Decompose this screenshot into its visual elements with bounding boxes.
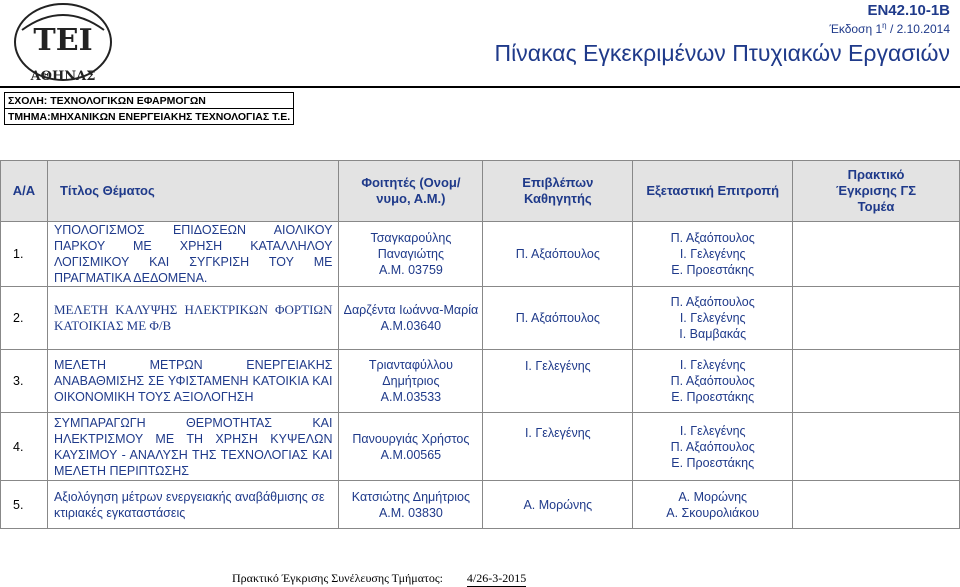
row-number: 1. [1,222,48,287]
document-code: EN42.10-1B [867,2,950,19]
school-label: ΣΧΟΛΗ: ΤΕΧΝΟΛΟΓΙΚΩΝ ΕΦΑΡΜΟΓΩΝ [5,93,294,109]
student-cell [339,481,483,529]
student-name: Τσαγκαρούλης [370,231,452,245]
committee-member: Ε. Προεστάκης [671,390,755,404]
logo-text-athens: ΑΘΗΝΑΣ [30,69,96,84]
col-header-students: Φοιτητές (Ονομ/νυμο, Α.Μ.) [339,161,483,222]
student-name: Τριανταφύλλου [368,358,453,372]
edition-date: / 2.10.2014 [886,22,950,36]
committee-member: Ι. Γελεγένης [679,311,746,325]
edition-sup: η [882,21,887,30]
student-id: Α.Μ. 03759 [378,263,443,277]
col-header-aa: Α/Α [1,161,48,222]
committee-cell [633,481,793,529]
approval-cell [793,350,960,413]
student-name: Δαρζέντα Ιωάννα-Μαρία [343,303,479,317]
thesis-title: ΜΕΛΕΤΗ ΜΕΤΡΩΝ ΕΝΕΡΓΕΙΑΚΗΣ ΑΝΑΒΑΘΜΙΣΗΣ ΣΕ ΥΦΙΣΤΑΜΕΝΗ ΚΑΤΟΙΚΙΑ ΚΑΙ ΟΙΚΟΝΟΜΙΚΗ ΤΟΥΣ ΑΞΙΟΛΟΓΗΣΗ [47,350,339,413]
table-row [1,287,960,350]
supervisor: Ι. Γελεγένης [483,350,633,413]
committee-member: Ι. Βαμβακάς [679,327,747,341]
student-id: Α.Μ. 03830 [378,505,443,520]
thesis-title: ΣΥΜΠΑΡΑΓΩΓΗ ΘΕΡΜΟΤΗΤΑΣ ΚΑΙ ΗΛΕΚΤΡΙΣΜΟΥ ΜΕ ΤΗ ΧΡΗΣΗ ΚΥΨΕΛΩΝ ΚΑΥΣΙΜΟΥ - ΑΝΑΛΥΣΗ ΤΗΣ ΤΕΧΝΟΛΟΓΙΑΣ ΚΑΙ ΜΕΛΕΤΗ ΠΕΡΙΠΤΩΣΗΣ [47,413,339,481]
student-cell [339,413,483,481]
department-label: ΤΜΗΜΑ:ΜΗΧΑΝΙΚΩΝ ΕΝΕΡΓΕΙΑΚΗΣ ΤΕΧΝΟΛΟΓΙΑΣ Τ.Ε. [5,109,294,125]
table-row [1,222,960,287]
student-id: Α.Μ.03533 [380,390,442,404]
row-number: 4. [1,413,48,481]
student-name: Κατσιώτης Δημήτριος [351,489,470,504]
approval-cell [793,481,960,529]
school-info-box [4,92,294,125]
table-row [1,350,960,413]
row-number: 5. [1,481,48,529]
document-title: Πίνακας Εγκεκριμένων Πτυχιακών Εργασιών [494,40,950,66]
student-id: Α.Μ.03640 [380,319,442,333]
committee-cell [633,222,793,287]
student-cell [339,222,483,287]
student-name: Δημήτριος [382,374,440,388]
edition-info [829,19,950,36]
student-cell [339,350,483,413]
thesis-title: ΜΕΛΕΤΗ ΚΑΛΥΨΗΣ ΗΛΕΚΤΡΙΚΩΝ ΦΟΡΤΙΩΝ ΚΑΤΟΙΚΙΑΣ ΜΕ Φ/Β [47,287,339,350]
committee-member: Π. Αξαόπουλος [670,374,755,388]
committee-member: Ι. Γελεγένης [679,247,746,261]
edition-label: Έκδοση 1 [829,22,883,36]
row-number: 3. [1,350,48,413]
committee-cell [633,413,793,481]
committee-cell [633,350,793,413]
student-name: Παναγιώτης [377,247,445,261]
document-code-block [829,2,950,36]
committee-member: Π. Αξαόπουλος [670,231,755,245]
col-header-committee: Εξεταστική Επιτροπή [633,161,793,222]
supervisor: Π. Αξαόπουλος [483,222,633,287]
committee-member: Π. Αξαόπουλος [670,295,755,309]
table-row [1,413,960,481]
committee-member: Ε. Προεστάκης [671,263,755,277]
supervisor: Α. Μορώνης [483,481,633,529]
approved-theses-table [0,160,960,529]
table-row [1,481,960,529]
committee-cell [633,287,793,350]
row-number: 2. [1,287,48,350]
footer-approval [232,571,526,587]
approval-cell [793,413,960,481]
tei-athens-logo [8,2,138,90]
supervisor: Π. Αξαόπουλος [483,287,633,350]
logo-text-tei: ΤΕΙ [33,23,93,58]
committee-member: Π. Αξαόπουλος [670,439,755,454]
header-divider [0,86,960,88]
col-header-title: Τίτλος Θέματος [47,161,339,222]
footer-label: Πρακτικό Έγκρισης Συνέλευσης Τμήματος: [232,571,443,585]
student-cell [339,287,483,350]
committee-member: Ι. Γελεγένης [679,358,746,372]
committee-member: Ι. Γελεγένης [679,423,746,438]
committee-member: Ε. Προεστάκης [671,455,755,470]
supervisor: Ι. Γελεγένης [483,413,633,481]
footer-value: 4/26-3-2015 [466,571,527,585]
col-header-approval: Πρακτικό Έγκρισης ΓΣ Τομέα [793,161,960,222]
student-id: Α.Μ.00565 [380,447,442,462]
col-header-supervisor: Επιβλέπων Καθηγητής [483,161,633,222]
approval-cell [793,222,960,287]
approval-cell [793,287,960,350]
committee-member: Α. Σκουρολιάκου [666,505,760,520]
student-name: Πανουργιάς Χρήστος [352,431,470,446]
thesis-title: ΥΠΟΛΟΓΙΣΜΟΣ ΕΠΙΔΟΣΕΩΝ ΑΙΟΛΙΚΟΥ ΠΑΡΚΟΥ ΜΕ ΧΡΗΣΗ ΚΑΤΑΛΛΗΛΟΥ ΛΟΓΙΣΜΙΚΟΥ ΚΑΙ ΣΥΓΚΡΙΣΗ ΤΟΥ ΜΕ ΠΡΑΓΜΑΤΙΚΑ ΔΕΔΟΜΕΝΑ. [47,222,339,287]
table-header-row [1,161,960,222]
committee-member: Α. Μορώνης [678,489,748,504]
thesis-title: Αξιολόγηση μέτρων ενεργειακής αναβάθμισης σε κτιριακές εγκαταστάσεις [47,481,339,529]
